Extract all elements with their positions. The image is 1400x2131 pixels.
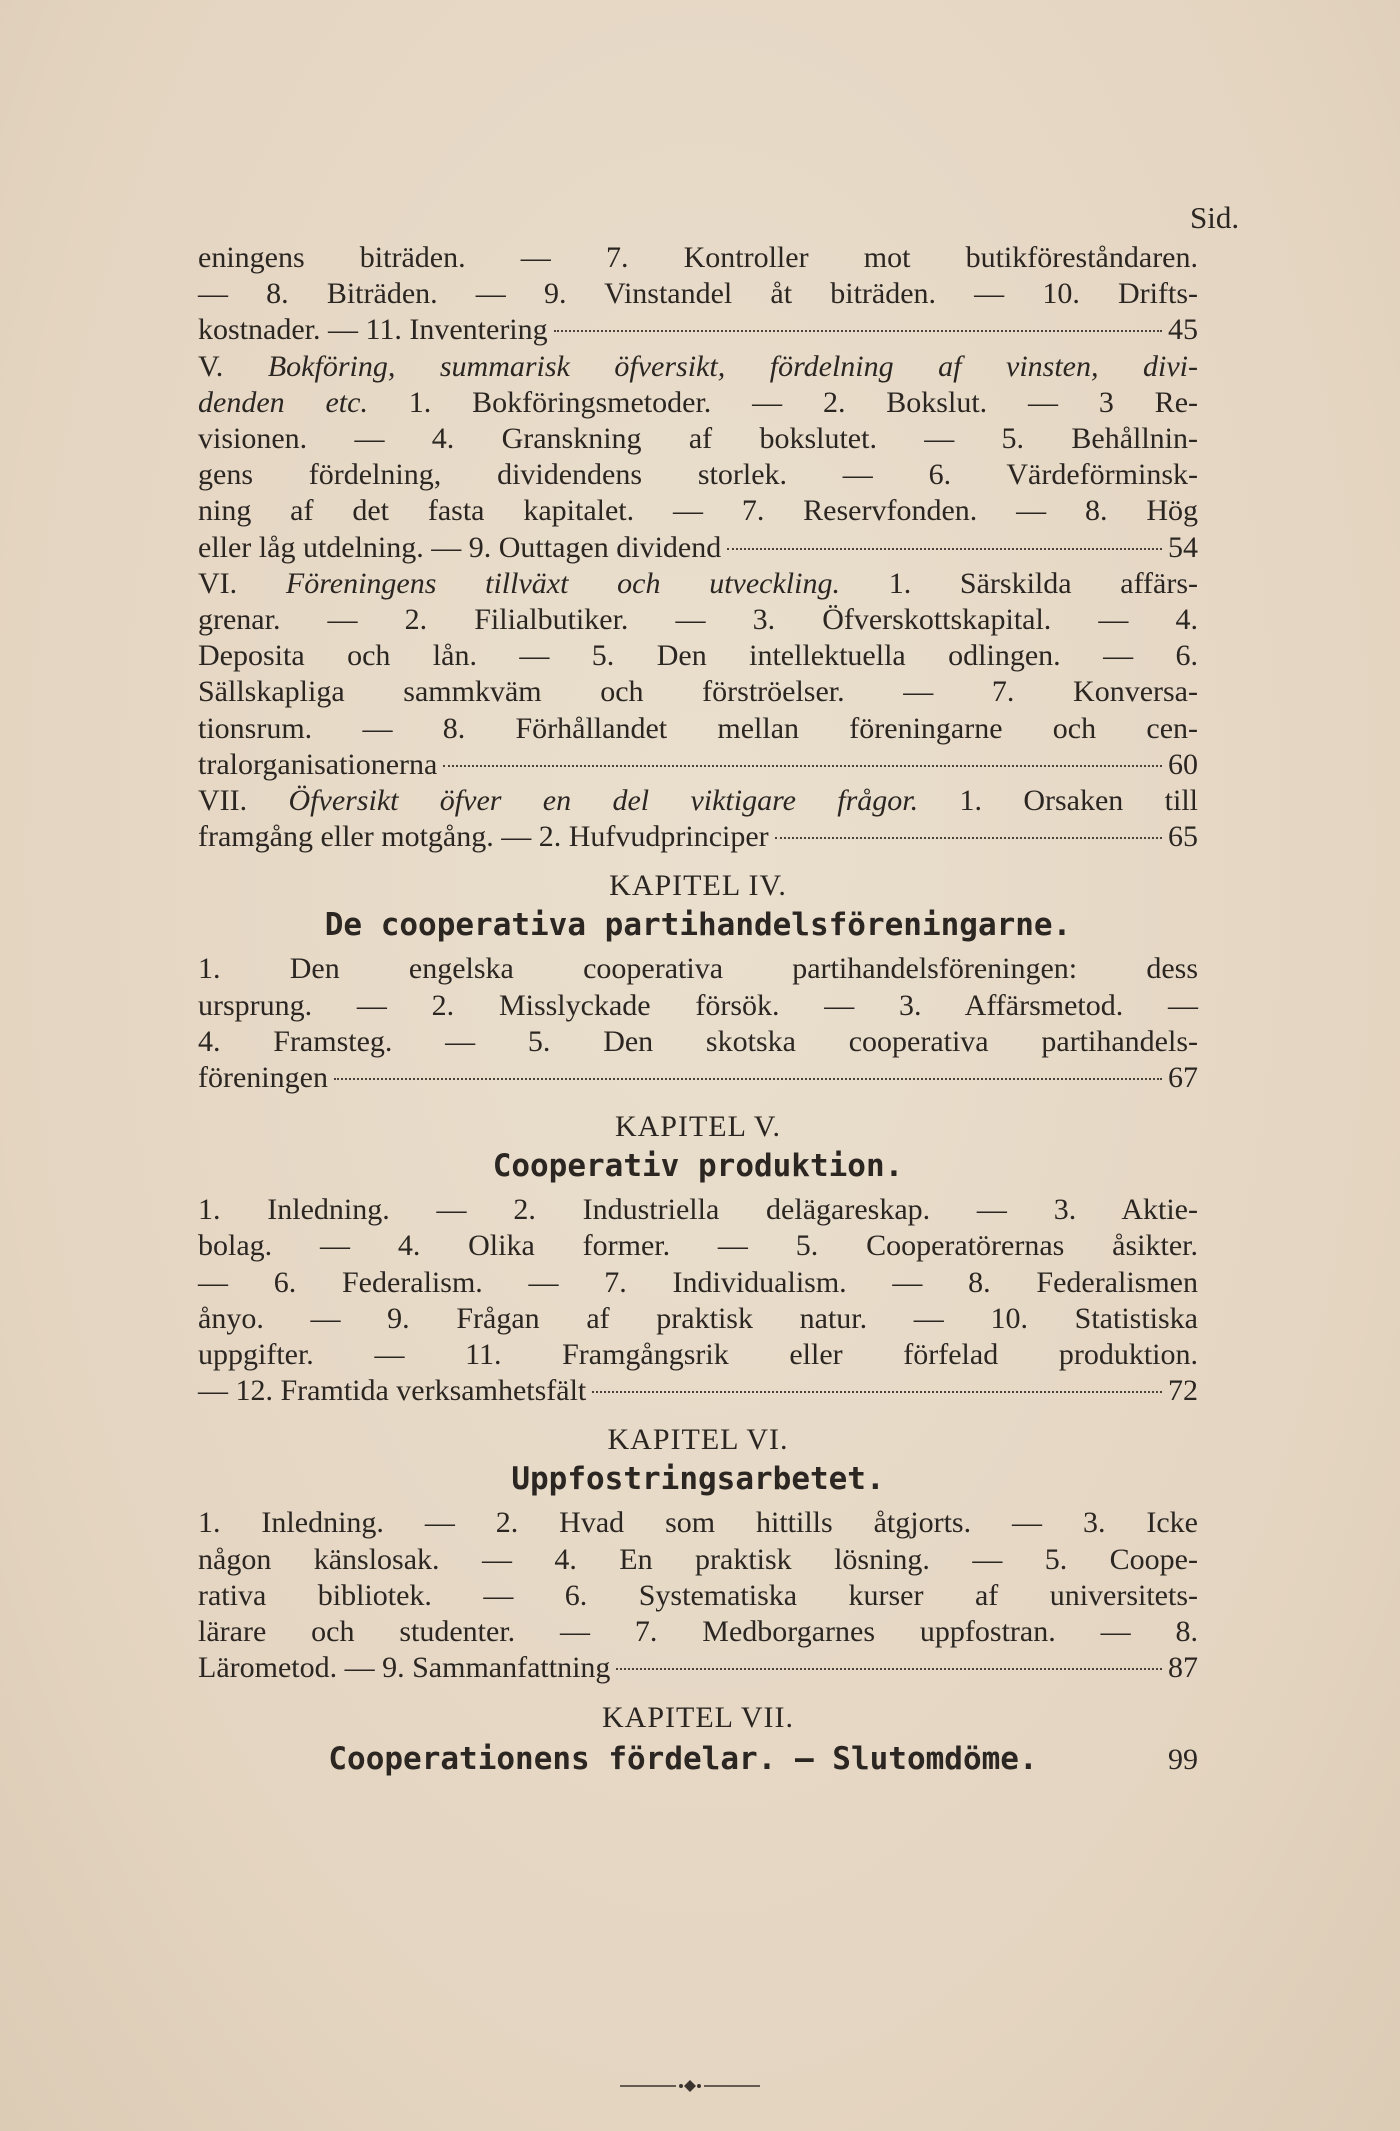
toc-line: lärare och studenter. — 7. Medborgarnes uppfostran. — 8.	[198, 1615, 1198, 1649]
toc-line: Deposita och lån. — 5. Den intellektuella odlingen. — 6.	[198, 639, 1198, 673]
toc-line: — 12. Framtida verksamhetsfält	[198, 1374, 587, 1408]
toc-line: någon känslosak. — 4. En praktisk lösning. — 5. Coope-	[198, 1542, 1198, 1576]
toc-leader-line	[198, 312, 1198, 348]
toc-leader-line	[198, 1373, 1198, 1409]
page-number: 54	[1168, 530, 1198, 564]
chapter-title: Cooperativ produktion.	[492, 1148, 904, 1185]
dot-leader	[334, 1078, 1162, 1080]
toc-line: rativa bibliotek. — 6. Systematiska kurser af universitets-	[198, 1578, 1198, 1612]
toc-line	[198, 349, 1198, 385]
toc-line: bolag. — 4. Olika former. — 5. Cooperatörernas åsikter.	[198, 1229, 1198, 1263]
toc-line: — 6. Federalism. — 7. Individualism. — 8. Federalismen	[198, 1265, 1198, 1299]
toc-line: 1. Den engelska cooperativa partihandelsföreningen: dess	[198, 952, 1198, 986]
toc-line: tionsrum. — 8. Förhållandet mellan föreningarne och cen-	[198, 711, 1198, 745]
toc-line: kostnader. — 11. Inventering	[198, 313, 548, 347]
chapter-label: KAPITEL VII.	[602, 1700, 794, 1734]
dot-leader	[443, 765, 1162, 767]
toc-leader-line	[198, 819, 1198, 855]
chapter-label: KAPITEL IV.	[609, 869, 787, 903]
toc-line: 1. Inledning. — 2. Industriella delägareskap. — 3. Aktie-	[198, 1193, 1198, 1227]
toc-line: föreningen	[198, 1061, 328, 1095]
toc-line: eller låg utdelning. — 9. Outtagen dividend	[198, 530, 722, 564]
section-numeral: V.	[198, 349, 224, 383]
toc-line: ursprung. — 2. Misslyckade försök. — 3. Affärsmetod. —	[198, 988, 1198, 1022]
page-number: 45	[1168, 313, 1198, 347]
toc-line: uppgifter. — 11. Framgångsrik eller förfelad produktion.	[198, 1338, 1198, 1372]
toc-line	[198, 783, 1198, 819]
section-title: Föreningens tillväxt och utveckling.	[285, 566, 840, 600]
toc-line: eningens biträden. — 7. Kontroller mot butikföreståndaren.	[198, 241, 1198, 274]
section-numeral: VII.	[198, 784, 248, 818]
dot-leader	[554, 330, 1162, 332]
toc-line: — 8. Biträden. — 9. Vinstandel åt biträden. — 10. Drifts-	[198, 277, 1198, 311]
toc-line: framgång eller motgång. — 2. Hufvudprinciper	[198, 820, 769, 854]
toc-line: tralorganisationerna	[198, 747, 438, 781]
toc-line: Lärometod. — 9. Sammanfattning	[198, 1651, 611, 1685]
toc-leader-line	[198, 530, 1198, 566]
chapter-title: Uppfostringsarbetet.	[511, 1461, 885, 1498]
chapter-label: KAPITEL VI.	[607, 1423, 789, 1457]
toc-text: 1. Bokföringsmetoder. — 2. Bokslut. — 3 Re-	[408, 385, 1198, 419]
page-number: 60	[1168, 747, 1198, 781]
toc-leader-line	[198, 1650, 1198, 1686]
ornament-divider-icon	[620, 2078, 760, 2094]
chapter-label: KAPITEL V.	[614, 1110, 782, 1144]
chapter-title: De cooperativa partihandelsföreningarne.	[324, 907, 1072, 944]
toc-line: visionen. — 4. Granskning af bokslutet. — 5. Behållnin-	[198, 422, 1198, 456]
dot-leader	[727, 548, 1162, 550]
page-column-marker: Sid.	[1190, 200, 1240, 235]
toc-leader-line	[198, 1060, 1198, 1096]
toc-entry-v	[198, 349, 1198, 566]
toc-entry-continuation	[198, 240, 1198, 349]
chapter-title: Cooperationens fördelar. — Slutomdöme.	[328, 1740, 1038, 1777]
toc-text: 1. Särskilda affärs-	[888, 566, 1199, 600]
dot-leader	[616, 1668, 1162, 1670]
toc-line: 1. Inledning. — 2. Hvad som hittills åtgjorts. — 3. Icke	[198, 1506, 1198, 1540]
chapter-contents	[198, 1505, 1198, 1686]
toc-leader-line	[198, 747, 1198, 783]
toc-line: ånyo. — 9. Frågan af praktisk natur. — 10. Statistiska	[198, 1301, 1198, 1335]
toc-line: ning af det fasta kapitalet. — 7. Reservfonden. — 8. Hög	[198, 494, 1198, 528]
section-numeral: VI.	[198, 566, 238, 600]
toc-entry-vi	[198, 566, 1198, 783]
toc-line	[198, 566, 1198, 602]
toc-entry-vii	[198, 783, 1198, 855]
dot-leader	[775, 837, 1162, 839]
toc-line	[198, 385, 1198, 421]
section-title: Bokföring, summarisk öfversikt, fördelning af vinsten, divi-	[267, 349, 1198, 383]
page-number: 65	[1168, 820, 1198, 854]
chapter-contents	[198, 1192, 1198, 1409]
page-number: 99	[1168, 1742, 1198, 1776]
chapter-contents	[198, 951, 1198, 1096]
toc-line: gens fördelning, dividendens storlek. — 6. Värdeförminsk-	[198, 458, 1198, 492]
dot-leader	[592, 1391, 1162, 1393]
page-number: 67	[1168, 1061, 1198, 1095]
page-number: 72	[1168, 1374, 1198, 1408]
final-chapter-row	[198, 1741, 1198, 1777]
table-of-contents	[198, 240, 1198, 1777]
section-title: Öfversikt öfver en del viktigare frågor.	[288, 784, 919, 818]
page-number: 87	[1168, 1651, 1198, 1685]
toc-line: 4. Framsteg. — 5. Den skotska cooperativa partihandels-	[198, 1024, 1198, 1058]
toc-line: Sällskapliga sammkväm och förströelser. — 7. Konversa-	[198, 675, 1198, 709]
toc-line: grenar. — 2. Filialbutiker. — 3. Öfverskottskapital. — 4.	[198, 603, 1198, 637]
toc-text: 1. Orsaken till	[959, 784, 1198, 818]
section-title: denden etc.	[198, 385, 368, 419]
